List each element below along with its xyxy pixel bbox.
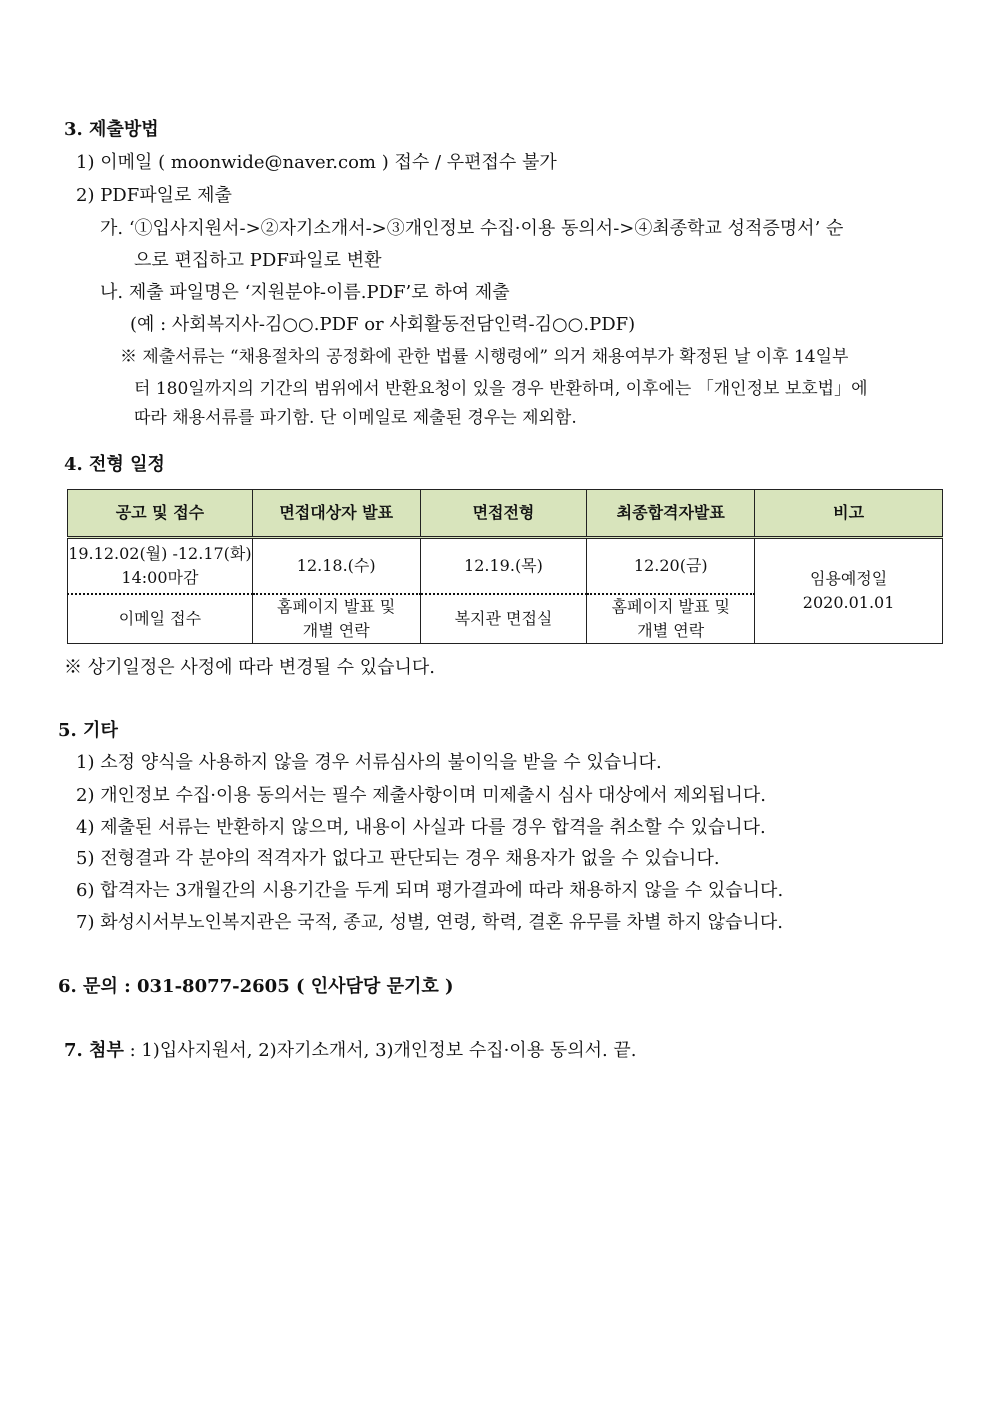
table-cell: 19.12.02(월) -12.17(화) 14:00마감 (68, 538, 253, 595)
section-5-title: 5. 기타 (58, 720, 118, 741)
section-4-title: 4. 전형 일정 (64, 454, 165, 475)
note-line: ※ 제출서류는 “채용절차의 공정화에 관한 법률 시행령에” 의거 채용여부가 확정된 날 이후 14일부 (120, 347, 849, 367)
table-cell: 이메일 접수 (68, 594, 253, 644)
order-line: 가. ‘①입사지원서->②자기소개서->③개인정보 수집·이용 동의서->④최종학교 성적증명서’ 순 (100, 218, 844, 239)
pdf-line: 2) PDF파일로 제출 (76, 185, 232, 206)
table-cell: 12.19.(목) (420, 538, 587, 595)
list-item: 7) 화성시서부노인복지관은 국적, 종교, 성별, 연령, 학력, 결혼 유무를 차별 하지 않습니다. (76, 912, 783, 933)
header-cell: 비고 (755, 490, 943, 538)
contact-line: 6. 문의 : 031-8077-2605 ( 인사담당 문기호 ) (58, 976, 454, 997)
list-item: 1) 소정 양식을 사용하지 않을 경우 서류심사의 불이익을 받을 수 있습니다. (76, 752, 662, 773)
list-item: 6) 합격자는 3개월간의 시용기간을 두게 되며 평가결과에 따라 채용하지 않을 수 있습니다. (76, 880, 784, 901)
schedule-table (67, 489, 943, 644)
note-line: 따라 채용서류를 파기함. 단 이메일로 제출된 경우는 제외함. (134, 408, 577, 428)
filename-line: 나. 제출 파일명은 ‘지원분야-이름.PDF’로 하여 제출 (100, 282, 510, 303)
header-cell: 최종합격자발표 (587, 490, 755, 538)
note-line: 터 180일까지의 기간의 범위에서 반환요청이 있을 경우 반환하며, 이후에는 「개인정보 보호법」에 (134, 379, 868, 399)
header-cell: 공고 및 접수 (68, 490, 253, 538)
order-line-cont: 으로 편집하고 PDF파일로 변환 (134, 250, 382, 271)
email-line: 1) 이메일 ( moonwide@naver.com ) 접수 / 우편접수 불가 (76, 152, 557, 173)
list-item: 2) 개인정보 수집·이용 동의서는 필수 제출사항이며 미제출시 심사 대상에서 제외됩니다. (76, 785, 766, 806)
header-cell: 면접전형 (420, 490, 587, 538)
table-cell: 12.20(금) (587, 538, 755, 595)
example-line: (예 : 사회복지사-김○○.PDF or 사회활동전담인력-김○○.PDF) (130, 314, 636, 335)
table-cell: 홈페이지 발표 및 개별 연락 (252, 594, 420, 644)
header-cell: 면접대상자 발표 (252, 490, 420, 538)
list-item: 5) 전형결과 각 분야의 적격자가 없다고 판단되는 경우 채용자가 없을 수 있습니다. (76, 848, 720, 869)
table-cell: 12.18.(수) (252, 538, 420, 595)
table-cell: 홈페이지 발표 및 개별 연락 (587, 594, 755, 644)
attachment-line: 7. 첨부 : 1)입사지원서, 2)자기소개서, 3)개인정보 수집·이용 동의서. 끝. (64, 1040, 637, 1061)
schedule-note: ※ 상기일정은 사정에 따라 변경될 수 있습니다. (64, 657, 436, 678)
list-item: 4) 제출된 서류는 반환하지 않으며, 내용이 사실과 다를 경우 합격을 취소할 수 있습니다. (76, 817, 766, 838)
remark-cell: 임용예정일 2020.01.01 (755, 538, 943, 644)
table-cell: 복지관 면접실 (420, 594, 587, 644)
section-3-title: 3. 제출방법 (64, 119, 159, 140)
